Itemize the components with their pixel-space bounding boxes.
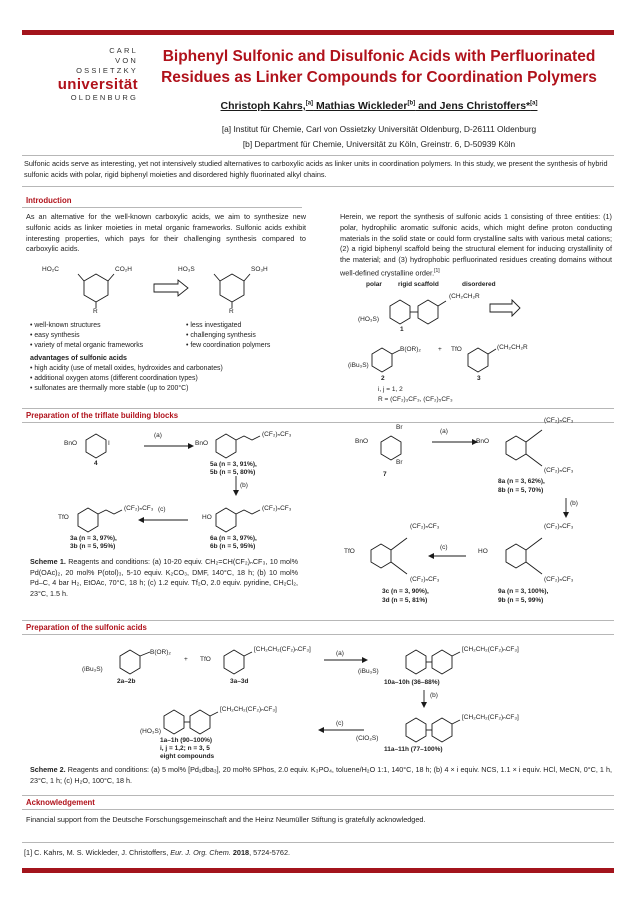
alkyl-chain	[526, 538, 542, 550]
compound-2-label: 2	[381, 375, 385, 382]
reference-pages: , 5724-5762.	[249, 848, 291, 857]
advantages-bullets	[30, 364, 223, 393]
step-a-label: (a)	[154, 432, 162, 439]
ring	[372, 348, 392, 372]
compound-9b-label: 9b (n = 5, 99%)	[498, 597, 544, 604]
compound-3b-label: 3b (n = 5, 95%)	[70, 543, 116, 550]
affiliation-a: [a] Institut für Chemie, Carl von Ossietzky Universität Oldenburg, D-26111 Oldenburg	[221, 124, 537, 134]
scheme-1-caption	[30, 557, 298, 599]
ring	[432, 718, 452, 742]
ring	[190, 710, 210, 734]
bond	[452, 652, 460, 656]
compound-1-label: 1a–1h (90–100%)	[160, 737, 213, 744]
label-r-left: R	[93, 308, 98, 315]
herein-text	[340, 212, 612, 279]
label-br-bottom: Br	[396, 459, 403, 466]
compound-8a-label: 8a (n = 3, 62%),	[498, 478, 545, 485]
label-cf-chain: (CF₂)ₙCF₃	[124, 505, 154, 512]
label-ho3s-i: (HO₃S)	[358, 316, 380, 323]
arrow-head	[421, 702, 427, 708]
ring	[432, 650, 452, 674]
alkyl-chain	[391, 538, 407, 550]
ring	[468, 348, 488, 372]
bond	[392, 350, 400, 354]
logo-line-ossietzky: OSSIETZKY	[76, 66, 138, 75]
ring	[120, 650, 140, 674]
divider	[22, 809, 614, 810]
author-list	[148, 100, 610, 112]
ring	[216, 434, 236, 458]
plus-sign: +	[438, 346, 442, 353]
label-ibu3s: (iBu₃S)	[82, 666, 103, 673]
compound-6b-label: 6b (n = 5, 95%)	[210, 543, 256, 550]
logo-line-oldenburg: OLDENBURG	[70, 93, 138, 102]
label-so3h: SO₃H	[251, 266, 268, 273]
label-tfo: TfO	[451, 346, 462, 353]
scheme-1-text: Reagents and conditions: (a) 10-20 equiv. CH₂=CH(CF₂)ₙCF₃, 10 mol% Pd(OAc)₂, 20 mol% P(otol)₃, 5-10 equiv. K₂CO₃, DMF, 140°C, 18 h; (b) 10 mol% Pd–C, 4 bar H₂, EtOAc, 70°C, 18 h; (c) 1.2 equiv. Tf₂O, 2.0 equiv. pyridine, CH₂Cl₂, 23°C, 1.5 h.	[30, 557, 298, 598]
divider	[22, 422, 614, 423]
compound-3-label: 3	[477, 375, 481, 382]
acknowledgement-text: Financial support from the Deutsche Forschungsgemeinschaft and the Heinz Neumüller Stiftung is gratefully acknowledged.	[26, 815, 426, 824]
compound-2a-2b-label: 2a–2b	[117, 678, 136, 685]
label-polar: polar	[366, 281, 382, 288]
ring	[390, 300, 410, 324]
step-a-label: (a)	[336, 650, 344, 657]
compound-7-label: 7	[383, 471, 387, 478]
divider	[22, 155, 614, 156]
author-wickleder-affil: [b]	[407, 100, 416, 107]
bond	[488, 349, 496, 354]
intro-text: As an alternative for the well-known carboxylic acids, we aim to synthesize new sulfonic acids as linker moieties in metal organic frameworks. Sulfonic acids exhibit interesting properties, which pays for their challenging synthesis compared to carboxylic acids.	[26, 212, 306, 254]
arrow-head	[138, 517, 144, 523]
label-ch2ch2rf-3: (CH₂CH₂R	[497, 344, 528, 351]
author-christoffers-affil: [a]	[530, 100, 538, 107]
ring	[406, 718, 426, 742]
label-bno: BnO	[355, 438, 369, 445]
bond	[214, 274, 220, 281]
label-r-right: R	[229, 308, 234, 315]
reference	[24, 848, 290, 857]
label-cf-chain: (CF₂)ₙCF₃	[262, 505, 292, 512]
arrow-head	[188, 443, 194, 449]
label-bno: BnO	[476, 438, 490, 445]
label-tfo: TfO	[58, 514, 69, 521]
label-chain: [CH₂CH₂(CF₂)ₙCF₃]	[220, 706, 277, 713]
scheme-1-label: Scheme 1.	[30, 557, 66, 566]
ring	[78, 508, 98, 532]
divider	[22, 795, 614, 796]
label-ibu3s: (iBu₃S)	[358, 668, 379, 675]
poster-title	[148, 46, 610, 88]
compound-1-indices: i, j = 1,2; n = 3, 5	[160, 745, 210, 752]
bond	[244, 652, 252, 656]
logo-line-universitat: universität	[57, 76, 138, 93]
ring	[418, 300, 438, 324]
ring	[506, 436, 526, 460]
alkyl-chain	[236, 510, 260, 514]
label-boronate: B(OR)₂	[400, 346, 421, 353]
open-arrow	[154, 280, 188, 296]
bullet-item: • additional oxygen atoms (different coordination types)	[30, 374, 223, 384]
bond	[108, 274, 114, 281]
compound-3a-3d-label: 3a–3d	[230, 678, 249, 685]
reference-year: 2018	[230, 848, 250, 857]
compound-1-label: 1	[400, 326, 404, 333]
arrow-head	[318, 727, 324, 733]
label-boronate: B(OR)₂	[150, 649, 171, 656]
compound-3c-label: 3c (n = 3, 90%),	[382, 588, 429, 595]
bullet-item: • high acidity (use of metall oxides, hydroxides and carbonates)	[30, 364, 223, 374]
affiliation-b: [b] Department für Chemie, Universität zu Köln, Greinstr. 6, D-50939 Köln	[242, 139, 516, 149]
label-cf-chain: (CF₂)ₙCF₃	[544, 417, 574, 424]
label-ibu3s: (iBu₃S)	[348, 362, 369, 369]
university-logo	[26, 46, 138, 103]
label-rigid-scaffold: rigid scaffold	[398, 281, 439, 288]
benzene-ring-right	[220, 274, 244, 302]
carboxylic-bullets	[30, 321, 143, 350]
step-b-label: (b)	[240, 482, 248, 489]
compound-8b-label: 8b (n = 5, 70%)	[498, 487, 544, 494]
intro-heading: Introduction	[26, 196, 72, 205]
label-tfo: TfO	[344, 548, 355, 555]
compound-4-label: 4	[94, 460, 98, 467]
author-kahrs-affil: [a]	[305, 100, 314, 107]
ring	[86, 434, 106, 458]
logo-line-carl: CARL	[109, 46, 138, 55]
title-line-1: Biphenyl Sulfonic and Disulfonic Acids with Perfluorinated	[162, 48, 596, 65]
label-br-top: Br	[396, 424, 403, 431]
step-c-label: (c)	[158, 506, 166, 513]
ring	[381, 436, 401, 460]
label-disordered: disordered	[462, 281, 496, 288]
label-ho: HO	[478, 548, 488, 555]
abstract-text: Sulfonic acids serve as interesting, yet not intensively studied alternatives to carboxylic acids as linker units in coordination polymers. In this study, we present the synthesis of hybrid sulfonic acids with polar, rigid biphenyl moieties and disordered highly fluorinated alkyl chains.	[24, 159, 608, 179]
sulfonic-bullets	[186, 321, 270, 350]
logo-line-von: VON	[115, 56, 138, 65]
label-ho: HO	[202, 514, 212, 521]
compound-9a-label: 9a (n = 3, 100%),	[498, 588, 549, 595]
step-b-label: (b)	[570, 500, 578, 507]
author-kahrs: Christoph Kahrs,	[220, 100, 306, 112]
title-line-2: Residues as Linker Compounds for Coordination Polymers	[161, 69, 597, 86]
label-ho3s: HO₃S	[178, 266, 195, 273]
bullet-item: • few coordination polymers	[186, 341, 270, 351]
vinyl-chain	[526, 430, 542, 442]
arrow-head	[563, 512, 569, 518]
compound-6a-label: 6a (n = 3, 97%),	[210, 535, 257, 542]
label-ho3s: (HO₃S)	[140, 728, 162, 735]
label-cf-chain: (CF₂)ₙCF₃	[544, 467, 574, 474]
acknowledgement-heading: Acknowledgement	[26, 798, 95, 807]
label-cf-chain: (CF₂)ₙCF₃	[410, 576, 440, 583]
label-chain: [CH₂CH₂(CF₂)ₙCF₃]	[462, 714, 519, 721]
triflate-heading: Preparation of the triflate building blocks	[26, 411, 179, 420]
scheme-2-text: Reagents and conditions: (a) 5 mol% [Pd₂dba₃], 20 mol% SPhos, 2.0 equiv. K₃PO₄, toluene/H₂O 1:1, 140°C, 18 h; (b) 4 × i equiv. NCS, 1.1 × i equiv. HCl, MeCN, 0°C, 1 h, 23°C, 1 h; (c) H₂O, 100°C, 18 h.	[30, 765, 612, 785]
compound-3d-label: 3d (n = 5, 81%)	[382, 597, 428, 604]
herein-ref: [1]	[434, 267, 440, 274]
top-accent-bar	[22, 30, 614, 35]
advantages-heading: advantages of sulfonic acids	[30, 354, 127, 362]
label-rf-definition	[378, 396, 453, 403]
label-bno: BnO	[64, 440, 78, 447]
rf-symbol: R	[378, 396, 383, 403]
label-iodo: I	[108, 440, 110, 447]
compound-5a-label: 5a (n = 3, 91%),	[210, 461, 257, 468]
step-b-label: (b)	[430, 692, 438, 699]
reference-journal: Eur. J. Org. Chem.	[170, 848, 231, 857]
label-chain: [CH₂CH₂(CF₂)ₙCF₃]	[254, 646, 311, 653]
bullet-item: • well-known structures	[30, 321, 143, 331]
bullet-item: • easy synthesis	[30, 331, 143, 341]
divider	[22, 620, 614, 621]
step-c-label: (c)	[336, 720, 344, 727]
vinyl-chain	[526, 454, 542, 466]
label-ch2ch2rf: (CH₂CH₂R	[449, 293, 480, 300]
divider	[22, 408, 614, 409]
ring	[216, 508, 236, 532]
ring	[406, 650, 426, 674]
bond	[140, 652, 150, 656]
bullet-item: • sulfonates are thermally more stable (up to 200°C)	[30, 384, 223, 394]
label-bno: BnO	[195, 440, 209, 447]
compound-1-count: eight compounds	[160, 753, 215, 760]
reference-authors: [1] C. Kahrs, M. S. Wickleder, J. Christoffers,	[24, 848, 171, 857]
bond	[210, 712, 218, 716]
bottom-accent-bar	[22, 868, 614, 873]
divider	[22, 634, 614, 635]
scheme-2-caption	[30, 765, 612, 786]
alkyl-chain	[98, 510, 122, 514]
arrow-head	[428, 553, 434, 559]
label-cf-chain: (CF₂)ₙCF₃	[544, 523, 574, 530]
sulfonic-scheme-diagram	[26, 638, 612, 753]
label-cf-chain: (CF₂)ₙCF₃	[262, 431, 292, 438]
arrow-head	[233, 490, 239, 496]
author-christoffers: and Jens Christoffers*	[415, 100, 531, 112]
label-co2h: CO₂H	[115, 266, 132, 273]
label-chain: [CH₂CH₂(CF₂)ₙCF₃]	[462, 646, 519, 653]
open-arrow	[490, 300, 520, 316]
alkyl-chain	[391, 562, 407, 574]
bond	[78, 274, 84, 281]
bond	[244, 274, 250, 281]
compound-5b-label: 5b (n = 5, 80%)	[210, 469, 256, 476]
bond	[438, 301, 446, 306]
ring	[224, 650, 244, 674]
label-clo2s: (ClO₂S)	[356, 735, 379, 742]
alkyl-chain	[526, 562, 542, 574]
arrow-head	[362, 657, 368, 663]
label-tfo: TfO	[200, 656, 211, 663]
author-wickleder: Mathias Wickleder	[313, 100, 408, 112]
sulfonic-heading: Preparation of the sulfonic acids	[26, 623, 147, 632]
ring	[506, 544, 526, 568]
label-ho2c: HO₂C	[42, 266, 59, 273]
ring	[164, 710, 184, 734]
scheme-2-label: Scheme 2.	[30, 765, 66, 774]
rf-value: = (CF₂)₃CF₃, (CF₂)₅CF₃	[384, 396, 453, 403]
step-c-label: (c)	[440, 544, 448, 551]
step-a-label: (a)	[440, 428, 448, 435]
label-ij: i, j = 1, 2	[378, 386, 403, 393]
compound-10-label: 10a–10h (36–88%)	[384, 679, 440, 686]
label-cf-chain: (CF₂)ₙCF₃	[544, 576, 574, 583]
compound-3a-label: 3a (n = 3, 97%),	[70, 535, 117, 542]
divider	[22, 842, 614, 843]
vinyl-chain	[236, 436, 260, 440]
bullet-item: • challenging synthesis	[186, 331, 270, 341]
label-cf-chain: (CF₂)ₙCF₃	[410, 523, 440, 530]
compound-11-label: 11a–11h (77–100%)	[384, 746, 443, 753]
divider	[22, 186, 614, 187]
ring	[371, 544, 391, 568]
section-underline	[22, 207, 302, 208]
herein-paragraph: Herein, we report the synthesis of sulfonic acids 1 consisting of three entities: (1) polar, hydrophilic aromatic sulfonic acids, which might define proton conducting materials in the solid state or could form crystalline salts with various metal cations; (2) a rigid biphenyl scaffold being the structural element for inducing crystallinity of the material; and (3) hydrophobic perfluorinated residues creating domains without well-defined crystalline order.	[340, 212, 612, 278]
plus-sign: +	[184, 656, 188, 663]
bullet-item: • variety of metal organic frameworks	[30, 341, 143, 351]
benzene-ring-left	[84, 274, 108, 302]
bullet-item: • less investigated	[186, 321, 270, 331]
bond	[452, 720, 460, 724]
